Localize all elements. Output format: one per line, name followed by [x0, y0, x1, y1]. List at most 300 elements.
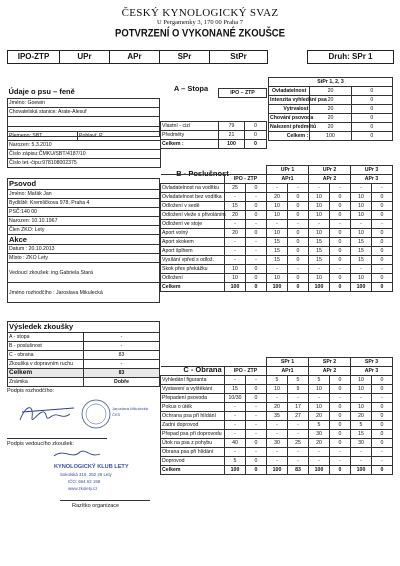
obr-score-cell: 83	[288, 466, 309, 475]
result-value: -	[84, 360, 160, 369]
obr-score-cell: 0	[330, 421, 351, 430]
dog-breed-table	[7, 131, 161, 168]
leader-sign-label: Podpis vedoucího zkoušek:	[7, 441, 74, 447]
stpr-row-score: 0	[351, 87, 392, 96]
stpr-table	[268, 77, 393, 141]
dog-kennel: Chovatelská stanice: Arate-Alesuf	[8, 107, 160, 116]
posl-score-cell: 0	[246, 202, 267, 211]
posl-score-cell: -	[372, 265, 393, 274]
posl-score-cell: 0	[246, 184, 267, 193]
obr-group: SPr 2	[309, 358, 351, 367]
posl-col: APr1	[267, 175, 309, 184]
obr-max-cell: 20	[351, 412, 372, 421]
exam-type-bar	[7, 50, 394, 64]
obr-row	[161, 439, 393, 448]
obr-score-cell: 0	[330, 385, 351, 394]
posl-max-cell: 10	[267, 274, 288, 283]
psovod-address: Bydliště: Kremličkova 978, Praha 4	[8, 199, 160, 208]
posl-max-cell: 10	[351, 193, 372, 202]
obr-score-cell: -	[246, 430, 267, 439]
result-label: C - obrana	[8, 351, 84, 360]
posl-score-cell: 0	[288, 202, 309, 211]
bar-gap	[268, 51, 308, 64]
obr-score-cell: 0	[330, 430, 351, 439]
obr-score-cell: 9	[288, 385, 309, 394]
posl-score-cell: -	[246, 256, 267, 265]
posl-score-cell: 0	[330, 256, 351, 265]
posl-max-cell: 15	[309, 238, 330, 247]
obr-score-cell: 0	[372, 403, 393, 412]
club-stamp-ico: IČO: 664 62 158	[68, 479, 101, 484]
posl-max-cell: -	[225, 238, 246, 247]
obr-max-cell: 100	[309, 466, 330, 475]
obr-head-spacer	[161, 367, 225, 376]
posl-max-cell: -	[225, 193, 246, 202]
posl-score-cell: -	[246, 193, 267, 202]
posl-row-label: Aport volný	[161, 229, 225, 238]
obr-max-cell: -	[351, 448, 372, 457]
obr-max-cell: -	[225, 448, 246, 457]
psovod-table	[7, 178, 160, 303]
obr-score-cell: 0	[372, 430, 393, 439]
club-stamp-web: www.zkolety.cz	[68, 486, 98, 491]
obr-row-label: Pokus o útěk	[161, 403, 225, 412]
obr-score-cell: 0	[372, 439, 393, 448]
obr-row-label: Ochrana psa při hlídání	[161, 412, 225, 421]
obr-score-cell: 27	[288, 412, 309, 421]
posl-max-cell: 10	[351, 274, 372, 283]
posl-row	[161, 238, 393, 247]
exam-type-ipo: IPO-ZTP	[8, 51, 60, 64]
akce-place: Místo : ZKO Lety	[8, 254, 160, 263]
posl-max-cell: -	[225, 256, 246, 265]
dog-tattoo: Číslo tet.-čipu:978108002375	[8, 159, 161, 168]
obrana-table	[160, 357, 393, 475]
stpr-row-max: 20	[310, 96, 351, 105]
posl-max-cell: 15	[351, 256, 372, 265]
posl-score-cell: 0	[330, 229, 351, 238]
posl-col: IPO - ZTP	[225, 175, 267, 184]
posl-col: APr 3	[351, 175, 393, 184]
posl-max-cell: -	[351, 265, 372, 274]
posl-row-label: Odložení	[161, 274, 225, 283]
result-label: Zkouška v dopravním ruchu	[8, 360, 84, 369]
posl-max-cell: 20	[225, 211, 246, 220]
obr-score-cell: 0	[246, 457, 267, 466]
stpr-row-score: 0	[351, 105, 392, 114]
dog-born: Narozen: 5.3.2010	[8, 141, 161, 150]
posl-max-cell: 10	[309, 274, 330, 283]
dog-sex: Pohlaví: P	[78, 132, 161, 141]
posl-max-cell: 10	[267, 229, 288, 238]
stpr-row-score: 0	[351, 114, 392, 123]
stamp-divider	[60, 500, 150, 501]
obr-score-cell: -	[330, 457, 351, 466]
posl-row	[161, 184, 393, 193]
posl-max-cell: 100	[267, 283, 288, 292]
posl-group: UPr 1	[267, 166, 309, 175]
obr-score-cell: 0	[246, 466, 267, 475]
obr-score-cell: -	[288, 394, 309, 403]
posl-score-cell: 0	[372, 202, 393, 211]
poslusnost-title: B - Poslušnost	[176, 169, 229, 178]
obr-max-cell: 10	[351, 376, 372, 385]
stopa-row-score: 0	[245, 140, 267, 149]
posl-max-cell: 10	[225, 274, 246, 283]
posl-row	[161, 283, 393, 292]
stpr-row-label: Ovladatelnost	[269, 87, 310, 96]
posl-row-label: Odložení ve stoje	[161, 220, 225, 229]
posl-score-cell: -	[246, 220, 267, 229]
obr-max-cell: 100	[267, 466, 288, 475]
posl-max-cell: 10	[267, 202, 288, 211]
posl-max-cell: 10	[309, 211, 330, 220]
obr-score-cell: -	[288, 430, 309, 439]
posl-score-cell: 0	[288, 229, 309, 238]
exam-type-stpr: StPr	[210, 51, 268, 64]
dog-info-table	[7, 86, 160, 137]
posl-max-cell: 15	[267, 247, 288, 256]
obr-max-cell: -	[225, 403, 246, 412]
result-total-value: 83	[84, 369, 160, 378]
posl-score-cell: 0	[372, 238, 393, 247]
posl-max-cell: 20	[225, 229, 246, 238]
obr-score-cell: 0	[372, 412, 393, 421]
posl-row-label: Aport šplhem	[161, 247, 225, 256]
obr-max-cell: -	[309, 448, 330, 457]
obr-group: SPr 3	[351, 358, 393, 367]
stopa-row-value: 79	[219, 122, 245, 131]
posl-row	[161, 256, 393, 265]
posl-max-cell: 15	[267, 238, 288, 247]
obr-max-cell: -	[309, 394, 330, 403]
posl-row	[161, 274, 393, 283]
posl-score-cell: 0	[330, 202, 351, 211]
akce-judge: Jméno rozhodčího : Jaroslava Mikulecká	[8, 283, 160, 303]
result-table	[7, 321, 160, 387]
obr-score-cell: -	[246, 376, 267, 385]
obr-corner	[161, 358, 225, 367]
posl-corner-2	[225, 166, 267, 175]
obr-score-cell: 0	[246, 385, 267, 394]
obr-score-cell: 25	[288, 439, 309, 448]
obr-score-cell: -	[246, 403, 267, 412]
psovod-born: Narozen: 10.10.1967	[8, 217, 160, 226]
posl-max-cell: 100	[351, 283, 372, 292]
stopa-table	[160, 121, 267, 149]
posl-score-cell: 0	[246, 211, 267, 220]
judge-stamp-text-1: Jaroslava Mikulecká	[112, 406, 149, 411]
posl-max-cell: 15	[309, 247, 330, 256]
obr-row	[161, 412, 393, 421]
obr-max-cell: -	[351, 457, 372, 466]
result-grade-label: Známka	[8, 378, 84, 387]
obr-row	[161, 376, 393, 385]
obr-score-cell: 0	[330, 466, 351, 475]
result-label: A - stopa	[8, 333, 84, 342]
posl-max-cell: 10	[309, 193, 330, 202]
obr-score-cell: 0	[372, 466, 393, 475]
dog-name: Jméno: Goewin	[8, 98, 160, 107]
obr-score-cell: -	[372, 457, 393, 466]
obr-row	[161, 403, 393, 412]
obr-score-cell: -	[372, 394, 393, 403]
result-value: 83	[84, 351, 160, 360]
exam-kind: Druh: SPr 1	[308, 51, 394, 64]
posl-row-label: Ovladatelnost bez vodítka	[161, 193, 225, 202]
stopa-row-value: 21	[219, 131, 245, 140]
obr-row-label: Přepadení psovoda	[161, 394, 225, 403]
posl-max-cell: -	[309, 265, 330, 274]
psovod-name: Jméno: Mařák Jan	[8, 190, 160, 199]
stopa-title: A – Stopa	[173, 84, 209, 93]
judge-signature-stamp	[14, 398, 154, 430]
obr-score-cell: -	[246, 448, 267, 457]
obr-score-cell: -	[372, 448, 393, 457]
akce-heading: Akce	[8, 235, 160, 245]
obr-max-cell: 10	[309, 385, 330, 394]
posl-max-cell: 25	[225, 184, 246, 193]
posl-row-label: Ovladatelnost na vodítku	[161, 184, 225, 193]
obr-max-cell: 10/30	[225, 394, 246, 403]
obr-row	[161, 421, 393, 430]
poslusnost-table	[160, 165, 393, 292]
obr-row	[161, 385, 393, 394]
obr-max-cell: -	[267, 394, 288, 403]
stopa-row-value: 100	[219, 140, 245, 149]
obr-score-cell: 0	[330, 403, 351, 412]
obr-score-cell: 5	[288, 376, 309, 385]
posl-max-cell: 10	[309, 229, 330, 238]
obr-score-cell: -	[246, 421, 267, 430]
stpr-row-label: Intenzita vyhledání psa	[270, 97, 327, 103]
document-title: POTVRZENÍ O VYKONANÉ ZKOUŠCE	[115, 27, 285, 40]
stopa-row-label: Vlastní - cizí	[161, 122, 219, 131]
obr-score-cell: 0	[246, 439, 267, 448]
obr-score-cell: 17	[288, 403, 309, 412]
obr-max-cell: 20	[267, 403, 288, 412]
posl-max-cell: 10	[351, 229, 372, 238]
obr-score-cell: -	[288, 448, 309, 457]
obr-max-cell: -	[267, 448, 288, 457]
posl-score-cell: -	[246, 247, 267, 256]
stopa-row-label: Celkem :	[161, 140, 219, 149]
posl-group: UPr 3	[351, 166, 393, 175]
result-value: -	[84, 333, 160, 342]
posl-row-label: Aport skokem	[161, 238, 225, 247]
posl-score-cell: -	[330, 184, 351, 193]
akce-date: Datum : 20.10.2013	[8, 245, 160, 254]
obr-max-cell: 5	[351, 421, 372, 430]
posl-max-cell: 10	[225, 265, 246, 274]
stopa-col-head-label: IPO – ZTP	[219, 89, 267, 98]
obr-max-cell: -	[225, 421, 246, 430]
posl-max-cell: 100	[309, 283, 330, 292]
stpr-row-max: 20	[310, 87, 351, 96]
stopa-col-head	[218, 88, 267, 98]
posl-row	[161, 202, 393, 211]
psovod-zip: PSČ:140 00	[8, 208, 160, 217]
exam-type-upr: UPr	[60, 51, 110, 64]
obr-row	[161, 394, 393, 403]
obr-score-cell: -	[288, 457, 309, 466]
obr-max-cell: 10	[351, 385, 372, 394]
posl-score-cell: -	[288, 184, 309, 193]
result-value: -	[84, 342, 160, 351]
obr-max-cell: 30	[351, 439, 372, 448]
obr-max-cell: 100	[225, 466, 246, 475]
org-stamp-label: Razítko organizace	[72, 503, 120, 509]
posl-row-label: Skok přes překážku	[161, 265, 225, 274]
obr-max-cell: -	[309, 457, 330, 466]
posl-score-cell: -	[372, 220, 393, 229]
stpr-row-label: Celkem :	[269, 132, 310, 141]
obr-row	[161, 466, 393, 475]
obr-max-cell: 30	[267, 439, 288, 448]
obr-max-cell: 10	[267, 385, 288, 394]
obr-max-cell: -	[351, 394, 372, 403]
posl-score-cell: 0	[372, 283, 393, 292]
posl-max-cell: -	[267, 184, 288, 193]
posl-score-cell: 0	[330, 247, 351, 256]
obr-group: SPr 1	[267, 358, 309, 367]
posl-col: APr 2	[309, 175, 351, 184]
stpr-row-max: 20	[310, 114, 351, 123]
posl-score-cell: 0	[246, 274, 267, 283]
posl-score-cell: 0	[372, 229, 393, 238]
obr-row-label: Útok na psa z pohybu	[161, 439, 225, 448]
psovod-member: Člen ZKO: Lety	[8, 226, 160, 235]
posl-score-cell: 0	[246, 229, 267, 238]
obr-max-cell: 30	[309, 430, 330, 439]
obr-row-label: Vystavení a vyštěkání	[161, 385, 225, 394]
posl-max-cell: 10	[267, 211, 288, 220]
obr-col: APr1	[267, 367, 309, 376]
posl-max-cell: -	[225, 247, 246, 256]
posl-max-cell: -	[267, 220, 288, 229]
posl-row	[161, 247, 393, 256]
posl-score-cell: -	[246, 238, 267, 247]
posl-score-cell: 0	[288, 247, 309, 256]
obr-score-cell: -	[246, 412, 267, 421]
stpr-row-score: 0	[351, 123, 392, 132]
dog-reg: Číslo zápisu:ČMKU/SBT/4187/10	[8, 150, 161, 159]
org-title: ČESKÝ KYNOLOGICKÝ SVAZ	[121, 7, 279, 19]
stpr-title: StPr 1, 2, 3	[269, 78, 393, 87]
posl-max-cell: 15	[309, 256, 330, 265]
obr-max-cell: -	[225, 376, 246, 385]
obr-row-label: Celkem	[161, 466, 225, 475]
posl-max-cell: 15	[267, 256, 288, 265]
stpr-row-label: Vytrvalost	[269, 105, 310, 114]
stopa-row-label: Předměty	[161, 131, 219, 140]
result-heading: Výsledek zkoušky	[8, 322, 160, 333]
obr-col: APr 3	[351, 367, 393, 376]
posl-score-cell: 0	[288, 238, 309, 247]
posl-row-label: Vysílání vpřed s odlož.	[161, 256, 225, 265]
posl-max-cell: -	[309, 184, 330, 193]
obr-max-cell: 15	[225, 385, 246, 394]
posl-score-cell: 0	[372, 274, 393, 283]
obr-score-cell: 0	[330, 412, 351, 421]
posl-max-cell: 15	[351, 247, 372, 256]
posl-row	[161, 220, 393, 229]
obr-row-label: Zadní doprovod	[161, 421, 225, 430]
posl-score-cell: -	[372, 184, 393, 193]
obr-max-cell: 5	[309, 421, 330, 430]
obr-max-cell: -	[225, 412, 246, 421]
obr-score-cell: 0	[246, 394, 267, 403]
stpr-row-label: Chování psovoda	[270, 115, 314, 121]
posl-score-cell: 0	[246, 265, 267, 274]
obr-max-cell: -	[267, 421, 288, 430]
obr-score-cell: 0	[330, 439, 351, 448]
obr-max-cell: -	[267, 430, 288, 439]
obr-max-cell: 5	[267, 376, 288, 385]
obr-max-cell: 5	[225, 457, 246, 466]
posl-score-cell: -	[288, 265, 309, 274]
dog-blank-1	[8, 116, 160, 126]
obr-max-cell: 35	[267, 412, 288, 421]
obr-score-cell: -	[330, 448, 351, 457]
posl-score-cell: 0	[288, 256, 309, 265]
org-address: U Pergamenky 3, 170 00 Praha 7	[157, 19, 243, 26]
posl-max-cell: 15	[351, 238, 372, 247]
obr-score-cell: 0	[372, 376, 393, 385]
obr-max-cell: 15	[351, 430, 372, 439]
posl-group: UPr 2	[309, 166, 351, 175]
posl-score-cell: 0	[246, 283, 267, 292]
obr-row	[161, 448, 393, 457]
obr-max-cell: -	[225, 430, 246, 439]
posl-score-cell: 0	[288, 283, 309, 292]
stpr-row-score: 0	[351, 132, 392, 141]
obr-max-cell: 100	[351, 466, 372, 475]
posl-row	[161, 193, 393, 202]
posl-score-cell: -	[330, 265, 351, 274]
club-stamp	[50, 446, 160, 496]
exam-type-apr: APr	[110, 51, 160, 64]
posl-head-spacer	[161, 175, 225, 184]
posl-max-cell: -	[309, 220, 330, 229]
posl-row-label: Celkem	[161, 283, 225, 292]
obr-max-cell: 10	[351, 403, 372, 412]
result-total-label: Celkem	[8, 369, 84, 378]
posl-score-cell: 0	[330, 274, 351, 283]
obr-max-cell: 20	[309, 412, 330, 421]
obr-corner-2	[225, 358, 267, 367]
posl-max-cell: -	[351, 220, 372, 229]
sign-divider	[7, 438, 107, 439]
posl-max-cell: 10	[351, 211, 372, 220]
club-stamp-name: KYNOLOGICKÝ KLUB LETY	[54, 464, 129, 470]
stpr-row-score: 0	[351, 96, 392, 105]
posl-score-cell: 0	[330, 283, 351, 292]
obr-row-label: Vyhledání figuranta	[161, 376, 225, 385]
obr-score-cell: 0	[372, 385, 393, 394]
obr-score-cell: -	[288, 421, 309, 430]
posl-score-cell: 0	[372, 193, 393, 202]
posl-max-cell: 20	[267, 193, 288, 202]
dog-breed: Plemeno: SBT	[8, 132, 78, 141]
obr-row-label: Obrana psa při hlídání	[161, 448, 225, 457]
stpr-row-max: 20	[310, 105, 351, 114]
posl-max-cell: 15	[225, 202, 246, 211]
obr-col: APr 2	[309, 367, 351, 376]
stopa-row-score: 0	[245, 122, 267, 131]
judge-stamp-text-2: ČKS	[112, 412, 121, 417]
stpr-row-max: 100	[310, 132, 351, 141]
